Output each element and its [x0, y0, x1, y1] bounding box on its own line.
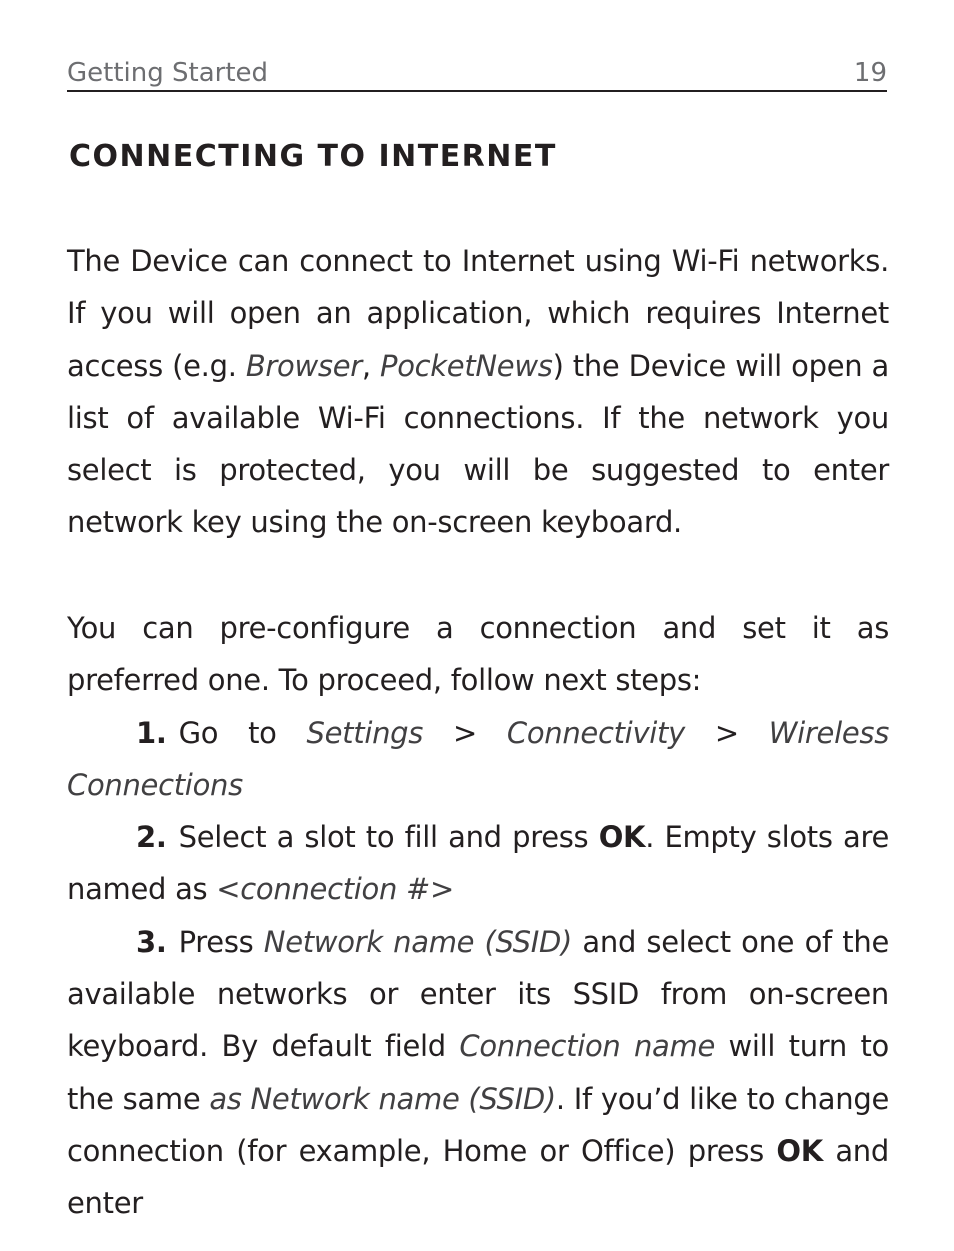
paragraph-wifi-intro	[67, 235, 889, 549]
text-run: >	[423, 715, 507, 750]
text-run: and select one of the available networks or enter its SSID from on-screen keyboard. By default field	[67, 924, 889, 1064]
menu-settings: Settings	[306, 715, 424, 750]
app-name-browser: Browser	[245, 348, 362, 383]
paragraph-preconfigure	[67, 602, 889, 1230]
step-1	[67, 707, 889, 812]
menu-wireless-connections: Wireless Connections	[67, 715, 890, 802]
text-run: ,	[361, 348, 381, 383]
header-section-title: Getting Started	[67, 58, 269, 88]
step-2	[67, 811, 889, 916]
app-name-pocketnews: PocketNews	[380, 348, 553, 383]
text-run: >	[685, 715, 769, 750]
ok-key-label: OK	[776, 1133, 823, 1168]
menu-connectivity: Connectivity	[506, 715, 685, 750]
step-number: 2.	[136, 820, 167, 855]
field-network-name: Network name (SSID)	[263, 924, 573, 959]
preconfigure-intro: You can pre-configure a connection and set it as preferred one. To proceed, follow next steps:	[67, 611, 889, 698]
ok-key-label: OK	[598, 820, 646, 855]
text-run: Select a slot to fill and press	[178, 820, 599, 855]
running-header	[67, 56, 887, 92]
text-run: and enter	[67, 1133, 889, 1221]
text-run: ) the Device will open a list of available Wi-Fi connections. If the network you select is protected, you will be suggested to enter network key using the on-screen keyboard.	[67, 348, 889, 540]
text-run: Go to	[178, 715, 307, 750]
text-run: will turn to the same	[67, 1029, 889, 1116]
text-run: . If you’d like to change connection (for example, Home or Office) press	[67, 1081, 889, 1168]
slot-placeholder-name: <connection #>	[216, 872, 454, 907]
field-connection-name: Connection name	[459, 1029, 716, 1064]
text-run: Press	[178, 924, 264, 959]
text-run: The Device can connect to Internet using Wi-Fi networks. If you will open an application, which requires Internet access (e.g.	[67, 244, 889, 383]
section-heading: CONNECTING TO INTERNET	[69, 139, 557, 174]
step-number: 3.	[136, 924, 167, 959]
field-network-name-ref: as Network name (SSID)	[209, 1081, 556, 1116]
step-3	[67, 916, 889, 1230]
page-number: 19	[853, 58, 887, 88]
text-run: . Empty slots are named as	[67, 820, 890, 907]
step-number: 1.	[136, 715, 167, 750]
